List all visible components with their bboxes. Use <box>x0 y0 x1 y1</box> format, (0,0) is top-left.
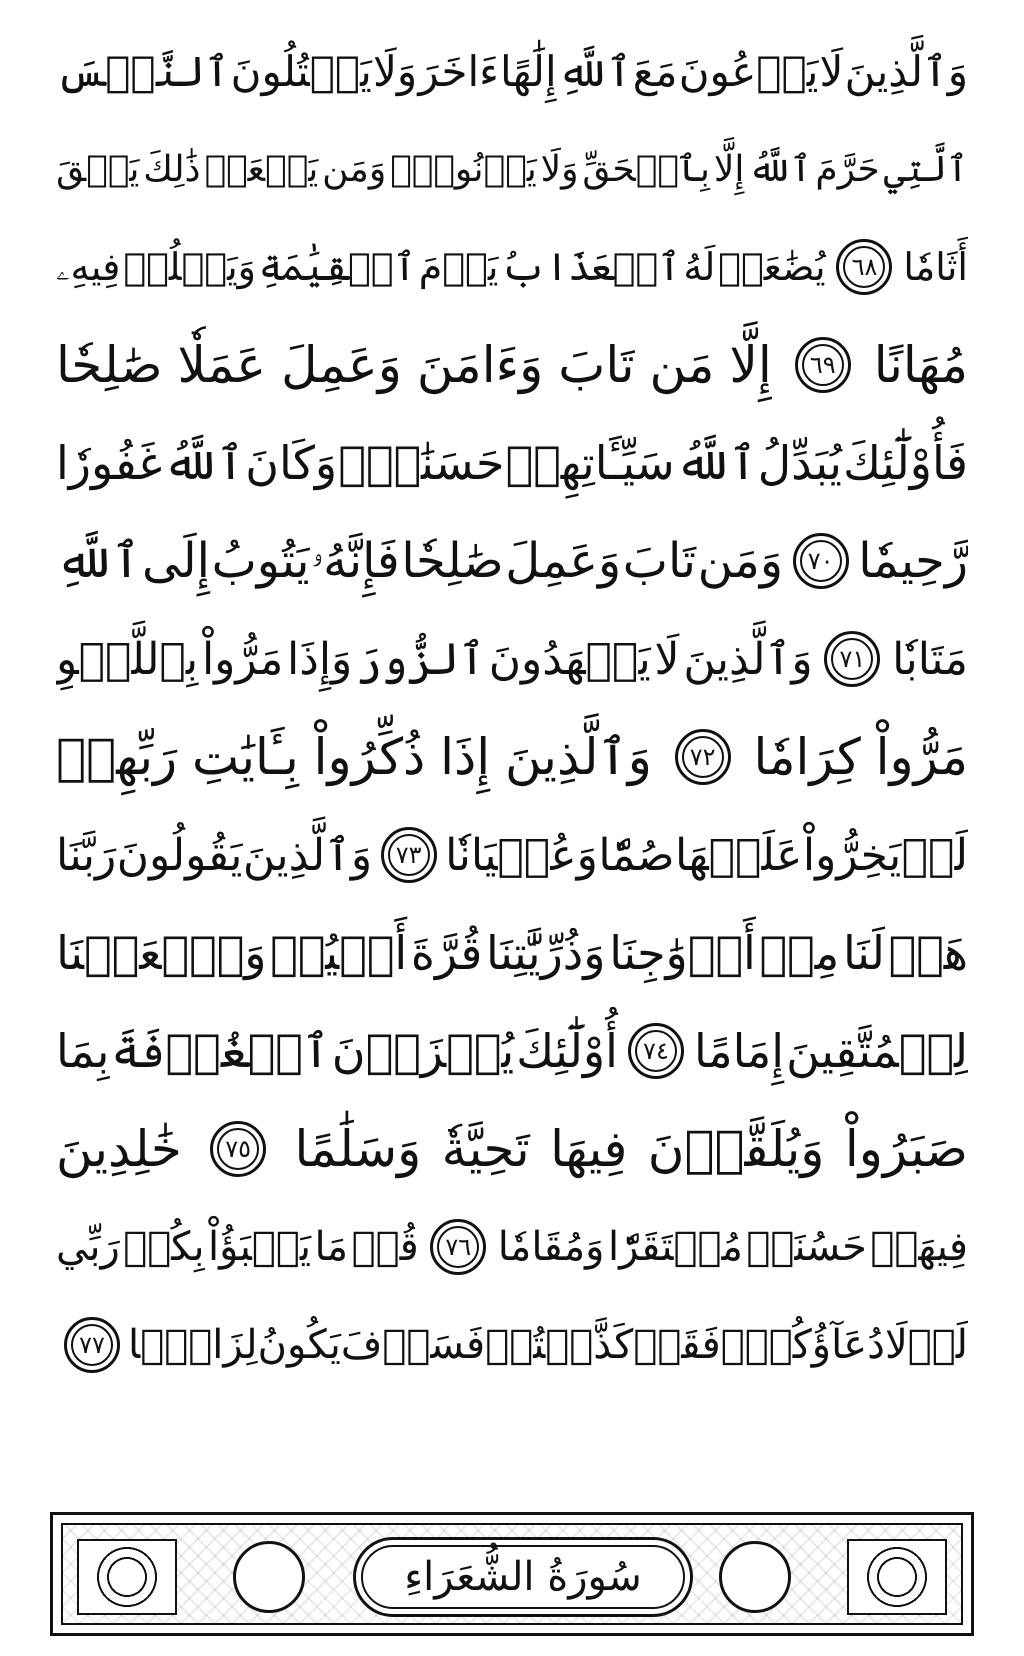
header-ornament-band <box>61 1523 963 1625</box>
verse-word: تَحِيَّةٗ <box>441 1120 530 1178</box>
verse-word: ٱلنَّفۡسَ <box>56 46 230 96</box>
verse-word: أُوْلَٰٓئِكَ <box>516 1024 618 1078</box>
verse-word: صُمّٗا <box>598 829 675 881</box>
ayah-number-marker: ٧٠ <box>793 533 849 589</box>
verse-word: لَمۡ <box>901 829 968 881</box>
verse-word: إِلَى <box>142 533 210 589</box>
verse-word: دُعَآؤُكُمۡۖ <box>720 1322 885 1368</box>
verse-text-block <box>56 22 968 1492</box>
verse-word: إِلَٰهًا <box>500 46 557 96</box>
verse-word: مِنۡ <box>759 926 840 980</box>
verse-word: خَٰلِدِينَ <box>56 1120 182 1178</box>
verse-word: فَسَوۡفَ <box>340 1322 486 1368</box>
verse-word: وَإِذَا <box>287 633 353 685</box>
verse-word: يُجۡزَوۡنَ <box>331 1024 515 1078</box>
verse-line <box>56 316 968 414</box>
verse-word: ٱللَّهِ <box>56 533 141 589</box>
ayah-number-marker: ٦٩ <box>795 337 851 393</box>
verse-word: صَٰلِحٗا <box>56 336 163 394</box>
ayah-number-marker: ٧٧ <box>64 1317 120 1373</box>
verse-word: بِـَٔايَٰتِ <box>192 728 299 786</box>
verse-word: قُرَّةَ <box>410 926 483 980</box>
verse-word: وَٱلَّذِينَ <box>683 633 813 685</box>
verse-line <box>56 708 968 806</box>
verse-word: يَشۡهَدُونَ <box>488 633 651 685</box>
ayah-number-marker: ٧٦ <box>430 1219 486 1275</box>
verse-word: بِٱلۡحَقِّ <box>582 148 710 190</box>
verse-word: رَّحِيمٗا <box>858 533 968 589</box>
verse-word: بِٱللَّغۡوِ <box>56 633 199 685</box>
verse-word: صَبَرُواْ <box>844 1120 968 1178</box>
verse-word: فِيهَاۚ <box>870 1224 968 1270</box>
verse-word: مُهَانًا <box>873 336 968 394</box>
verse-word: ٱلۡغُرۡفَةَ <box>111 1024 330 1078</box>
verse-word: تَابَ <box>622 533 696 589</box>
ayah-number-marker: ٧٢ <box>675 729 731 785</box>
verse-word: ٱلَّتِي <box>883 148 968 190</box>
verse-word: وَٱلَّذِينَ <box>844 46 968 96</box>
verse-line <box>56 1296 968 1394</box>
surah-header-frame <box>50 1512 974 1636</box>
verse-word: أَثَامٗا <box>903 245 968 289</box>
right-circle-ornament <box>719 1541 791 1613</box>
verse-word: عَمَلٗا <box>177 336 267 394</box>
verse-word: حَسُنَتۡ <box>746 1224 867 1270</box>
verse-word: تَابَ <box>558 336 635 394</box>
verse-word: وَءَامَنَ <box>416 336 544 394</box>
verse-word: وَكَانَ <box>245 436 338 490</box>
verse-word: ٱللَّهُ <box>748 148 812 190</box>
left-circle-ornament <box>233 1541 305 1613</box>
verse-word: لَهُ <box>683 245 716 289</box>
verse-word: يَوۡمَ <box>418 245 499 289</box>
verse-word: يَكُونُ <box>257 1322 341 1368</box>
verse-word: يَزۡنُونَۚ <box>390 148 537 190</box>
verse-word: وَعُمۡيَانٗا <box>445 829 598 881</box>
verse-word: وَذُرِّيَّٰتِنَا <box>486 926 606 980</box>
verse-word: ٱلۡعَذَابُ <box>501 245 681 289</box>
verse-word: وَيُلَقَّوۡنَ <box>647 1120 825 1178</box>
verse-word: فِيهِۦ <box>56 244 121 289</box>
verse-word: يَفۡعَلۡ <box>204 148 319 190</box>
verse-word: أَعۡيُنٖ <box>270 926 408 980</box>
verse-word: وَمَن <box>322 148 387 190</box>
verse-word: يَلۡقَ <box>56 148 140 190</box>
verse-word: لَوۡلَا <box>884 1322 968 1368</box>
surah-title-cartouche <box>353 1537 693 1617</box>
verse-line <box>56 1198 968 1296</box>
verse-word: وَمُقَامٗا <box>497 1224 605 1270</box>
verse-word: ٱللَّهِ <box>557 46 632 96</box>
verse-word: يَقۡتُلُونَ <box>230 46 372 96</box>
verse-line <box>56 610 968 708</box>
verse-word: مُسۡتَقَرّٗا <box>607 1224 743 1270</box>
verse-line <box>56 22 968 120</box>
verse-line <box>56 414 968 512</box>
verse-word: وَلَا <box>372 46 418 96</box>
verse-word: مَعَ <box>632 46 678 96</box>
verse-word: هَبۡ <box>888 926 968 980</box>
verse-word: فَقَدۡ <box>633 1322 721 1368</box>
verse-word: وَمَن <box>697 533 784 589</box>
verse-word: فِيهَا <box>550 1120 628 1178</box>
verse-word: يُبَدِّلُ <box>757 436 842 490</box>
verse-word: إِلَّا <box>713 148 745 190</box>
verse-word: حَرَّمَ <box>815 148 880 190</box>
verse-word: ٱلۡقِيَٰمَةِ <box>258 245 416 289</box>
verse-word: قُلۡ <box>351 1224 419 1270</box>
surah-title: سُورَةُ الشُّعَرَاءِ <box>404 1554 642 1600</box>
verse-word: وَٱلَّذِينَ <box>242 829 373 881</box>
verse-word: غَفُورٗا <box>56 436 163 490</box>
verse-word: كَذَّبۡتُمۡ <box>485 1322 634 1368</box>
verse-word: رَبَّنَا <box>56 829 117 881</box>
verse-line <box>56 120 968 218</box>
verse-word: بِمَا <box>56 1024 110 1078</box>
verse-word: وَٱلَّذِينَ <box>504 728 652 786</box>
verse-word: لَا <box>819 46 844 96</box>
verse-line <box>56 512 968 610</box>
verse-word: كِرَامٗا <box>753 728 861 786</box>
ayah-number-marker: ٧١ <box>824 631 880 687</box>
verse-word: حَسَنَٰتٖۗ <box>338 436 505 490</box>
verse-word: إِلَّا <box>729 336 772 394</box>
verse-word: يَقُولُونَ <box>116 829 243 881</box>
verse-word: مَتَابٗا <box>892 633 968 685</box>
verse-word: فَإِنَّهُۥ <box>311 532 400 589</box>
verse-word: ٱلزُّورَ <box>356 633 485 685</box>
verse-word: فَأُوْلَٰٓئِكَ <box>843 436 968 490</box>
verse-word: لِلۡمُتَّقِينَ <box>786 1024 968 1078</box>
verse-word: ءَاخَرَ <box>418 46 499 96</box>
verse-word: وَيَخۡلُدۡ <box>123 245 257 289</box>
ayah-number-marker: ٦٨ <box>836 239 892 295</box>
verse-word: رَبِّهِمۡ <box>56 728 178 786</box>
verse-word: يَخِرُّواْ <box>802 829 902 881</box>
verse-word: مَرُّواْ <box>201 633 284 685</box>
verse-word: يُضَٰعَفۡ <box>718 245 826 289</box>
verse-word: لِزَامَۢا <box>128 1322 258 1368</box>
verse-word: لَا <box>654 633 680 685</box>
verse-line <box>56 1100 968 1198</box>
verse-line <box>56 904 968 1002</box>
verse-word: وَلَا <box>540 148 579 190</box>
verse-word: سَيِّـَٔاتِهِمۡ <box>505 436 675 490</box>
verse-word: ذَٰلِكَ <box>143 148 201 190</box>
verse-line <box>56 806 968 904</box>
verse-word: مَا <box>314 1224 349 1270</box>
verse-word: مَن <box>649 336 715 394</box>
verse-word: لَنَا <box>842 926 885 980</box>
verse-word: يَتُوبُ <box>211 533 310 589</box>
verse-word: مَرُّواْ <box>875 728 968 786</box>
verse-word: أَزۡوَٰجِنَا <box>609 926 756 980</box>
verse-word: يَعۡبَؤُاْ <box>208 1224 311 1270</box>
verse-word: إِمَامًا <box>693 1024 785 1078</box>
verse-line <box>56 218 968 316</box>
verse-word: عَلَيۡهَا <box>675 829 803 881</box>
verse-word: وَعَمِلَ <box>505 533 622 589</box>
verse-word: وَعَمِلَ <box>281 336 402 394</box>
verse-word: رَبِّي <box>56 1224 120 1270</box>
left-arabesque-ornament <box>77 1539 177 1615</box>
verse-line <box>56 1002 968 1100</box>
ayah-number-marker: ٧٤ <box>628 1023 684 1079</box>
verse-word: بِكُمۡ <box>123 1224 205 1270</box>
right-arabesque-ornament <box>847 1539 947 1615</box>
verse-word: إِذَا <box>440 728 491 786</box>
verse-word: وَٱجۡعَلۡنَا <box>56 926 267 980</box>
verse-word: وَسَلَٰمًا <box>294 1120 422 1178</box>
ayah-number-marker: ٧٣ <box>381 827 437 883</box>
verse-word: ٱللَّهُ <box>163 436 245 490</box>
verse-word: ٱللَّهُ <box>675 436 757 490</box>
verse-word: يَدۡعُونَ <box>678 46 819 96</box>
ayah-number-marker: ٧٥ <box>210 1121 266 1177</box>
verse-word: صَٰلِحٗا <box>401 533 504 589</box>
verse-word: ذُكِّرُواْ <box>313 728 426 786</box>
